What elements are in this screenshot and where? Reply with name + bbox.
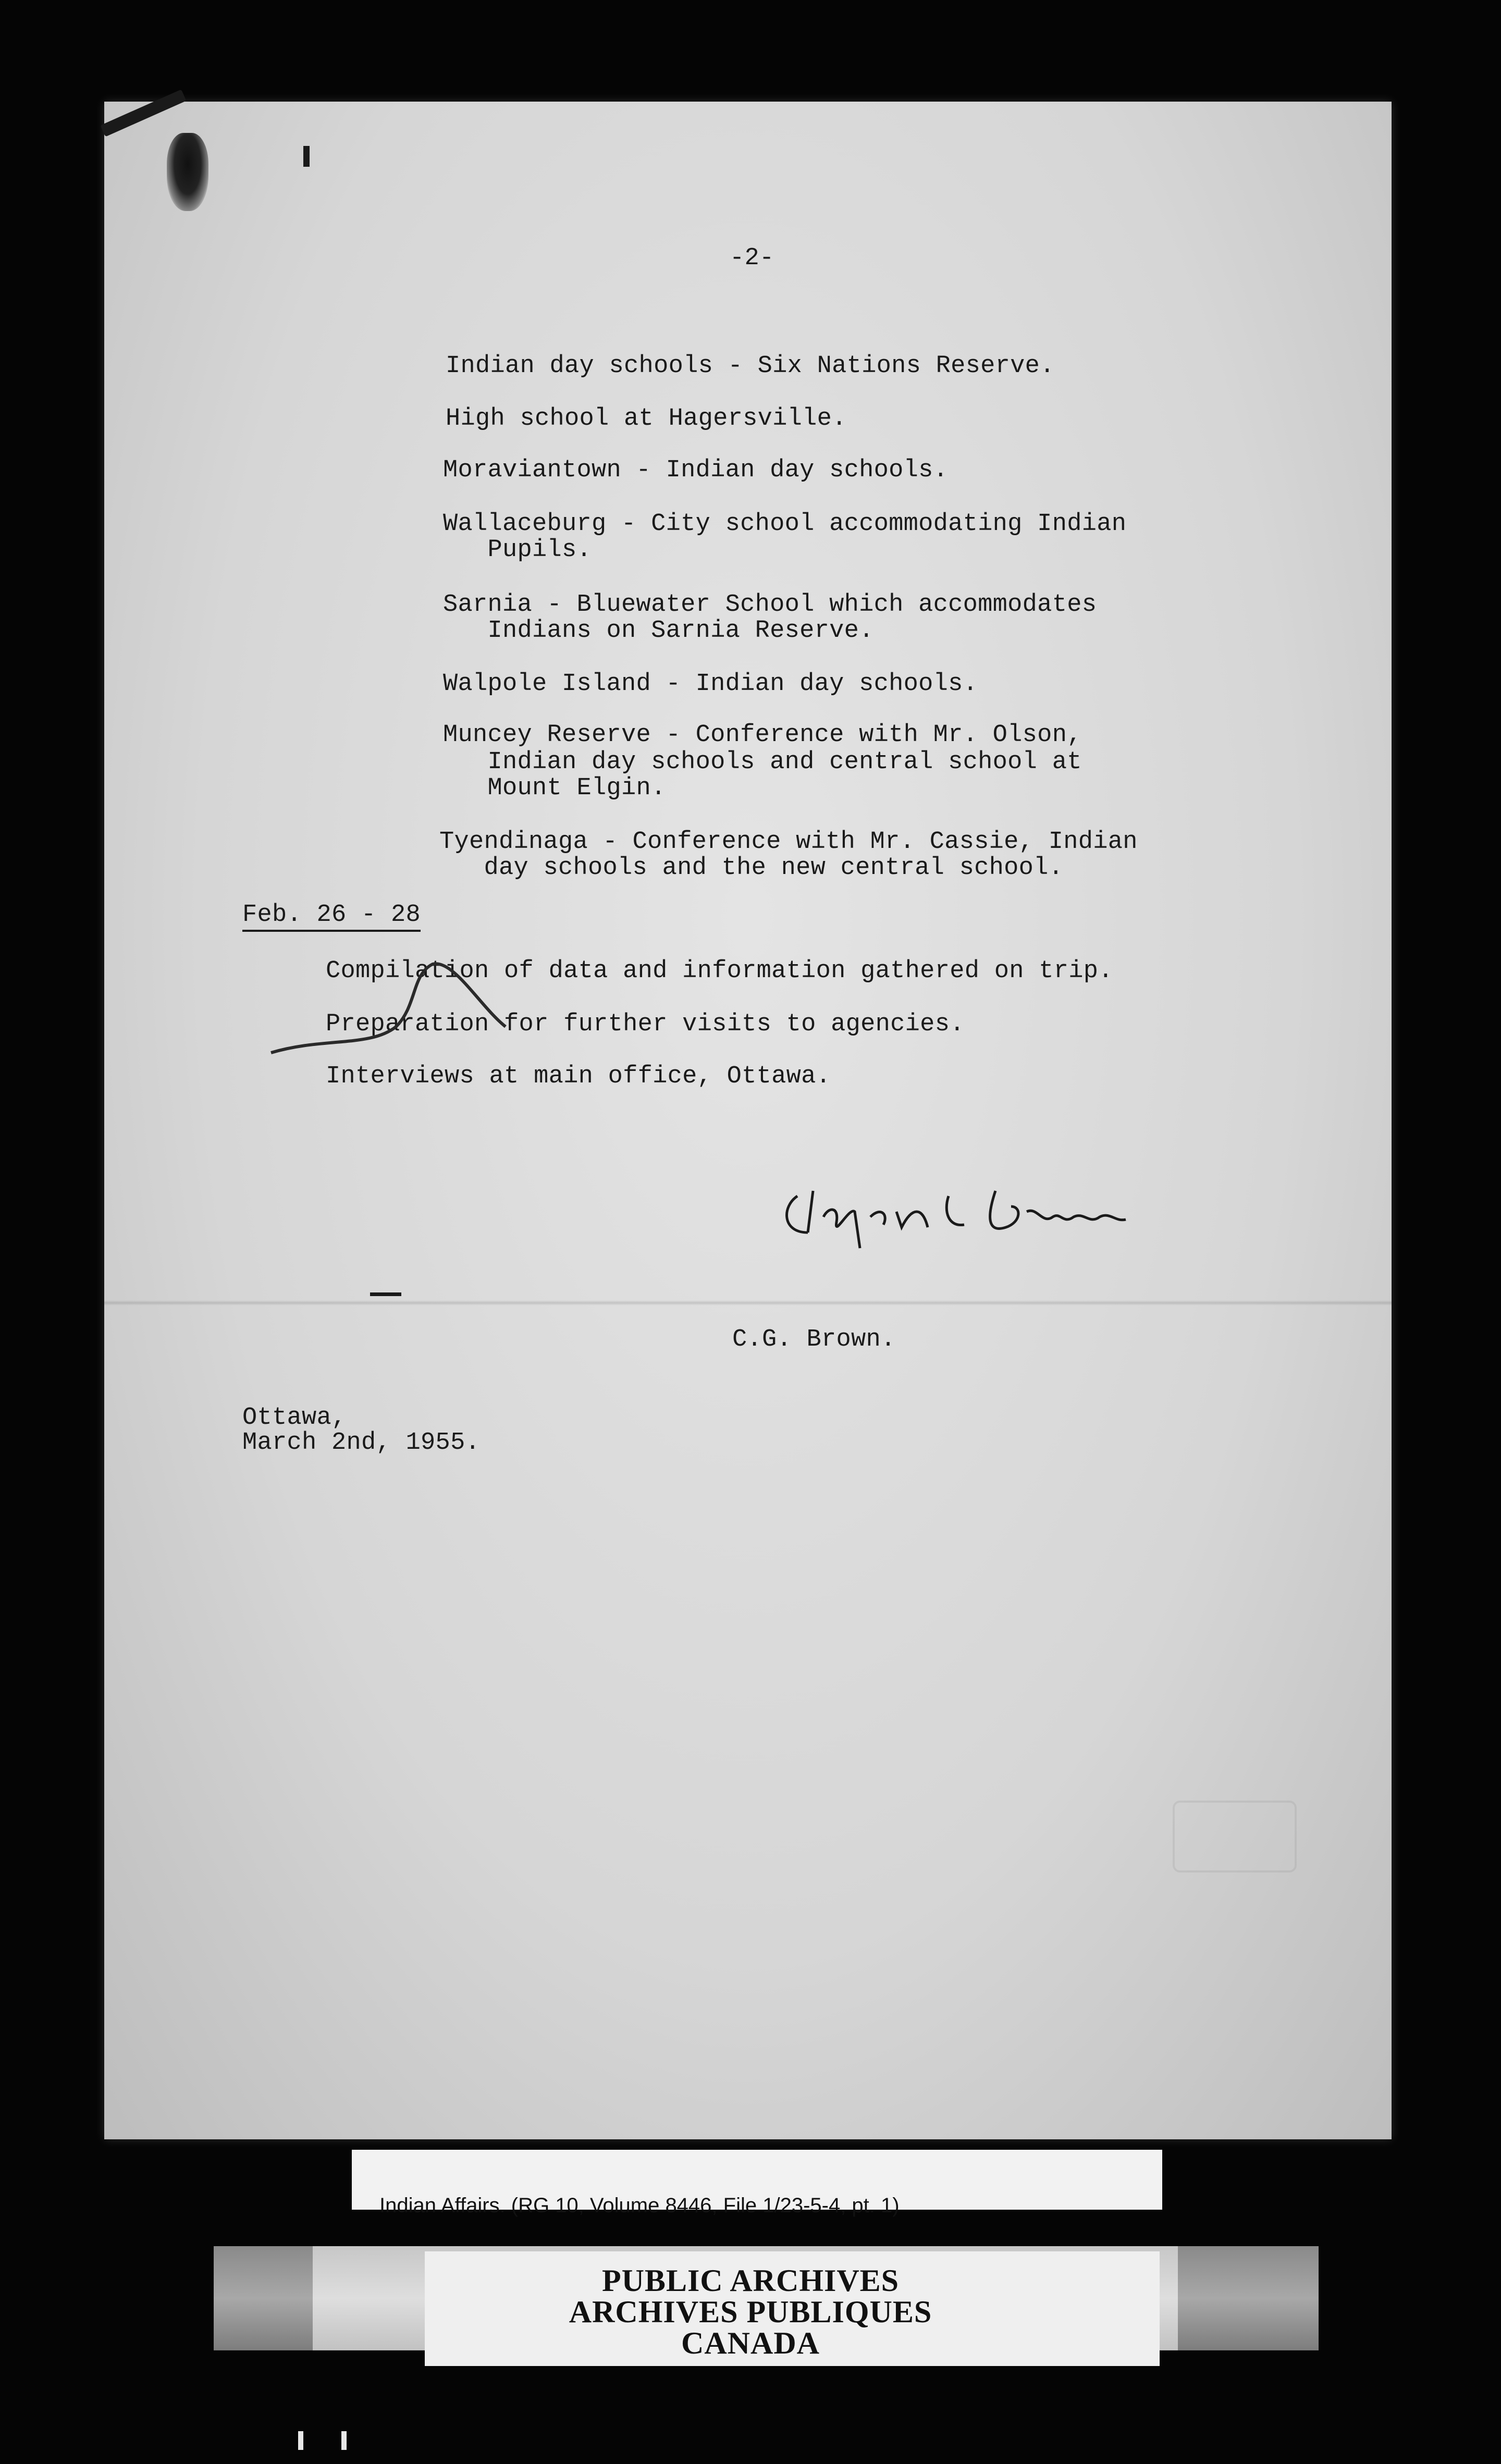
archive-stamp-line-1: PUBLIC ARCHIVES <box>601 2263 900 2298</box>
dateline-date: March 2nd, 1955. <box>242 1429 481 1457</box>
agenda-item-wallaceburg-line2: Pupils. <box>443 536 592 564</box>
ink-tick-mark <box>303 146 310 167</box>
punch-hole <box>167 133 208 211</box>
agenda-item-wallaceburg-line1: Wallaceburg - City school accommodating Indian <box>443 510 1127 538</box>
signature-handwritten <box>777 1175 1131 1253</box>
agenda-item-sarnia-line2: Indians on Sarnia Reserve. <box>443 617 874 645</box>
page-number: -2- <box>730 244 774 272</box>
signature-typed-name: C.G. Brown. <box>732 1326 896 1353</box>
agenda-item-tyendinaga-line1: Tyendinaga - Conference with Mr. Cassie, Indian <box>439 828 1138 856</box>
faded-stamp-mark <box>1173 1801 1297 1872</box>
agenda-item-moraviantown: Moraviantown - Indian day schools. <box>443 457 949 484</box>
film-edge-mark <box>341 2431 347 2450</box>
agenda-item-muncey-line1: Muncey Reserve - Conference with Mr. Olson, <box>443 721 1082 749</box>
archive-stamp-line-2: ARCHIVES PUBLIQUES <box>569 2295 932 2329</box>
section-item-preparation: Preparation for further visits to agencies. <box>326 1011 965 1038</box>
agenda-item-sarnia-line1: Sarnia - Bluewater School which accommodates <box>443 591 1097 619</box>
section-date-heading: Feb. 26 - 28 <box>242 902 421 932</box>
section-item-compilation: Compilation of data and information gathered on trip. <box>326 957 1113 985</box>
section-item-interviews: Interviews at main office, Ottawa. <box>326 1063 831 1090</box>
agenda-item-muncey-line2: Indian day schools and central school at <box>443 748 1082 776</box>
agenda-item-tyendinaga-line2: day schools and the new central school. <box>439 854 1064 882</box>
agenda-item-six-nations: Indian day schools - Six Nations Reserve. <box>446 352 1055 380</box>
fold-crease <box>104 1300 1392 1305</box>
agenda-item-hagersville: High school at Hagersville. <box>446 405 847 433</box>
agenda-item-walpole-island: Walpole Island - Indian day schools. <box>443 670 978 698</box>
dateline-place: Ottawa, <box>242 1404 347 1432</box>
archive-reference-text: Indian Affairs. (RG 10, Volume 8446, File 1/23-5-4, pt. 1) <box>379 2194 900 2217</box>
ink-dash-mark <box>370 1292 401 1296</box>
archive-stamp-line-3: CANADA <box>681 2326 820 2360</box>
agenda-item-muncey-line3: Mount Elgin. <box>443 774 666 802</box>
film-edge-mark <box>298 2431 303 2450</box>
ink-scribble-mark <box>261 943 552 1068</box>
